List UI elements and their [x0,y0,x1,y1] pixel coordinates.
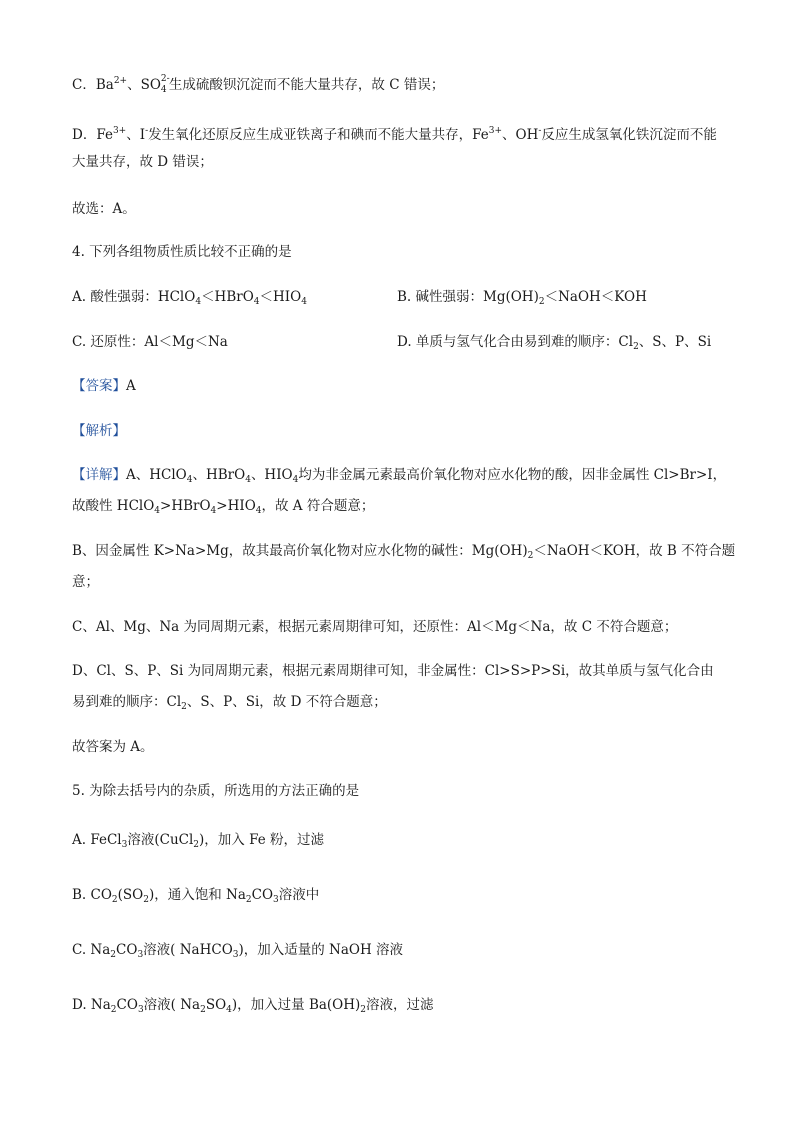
q4-detail-line7: 易到难的顺序：$Cl_2$、S、P、Si，故 D 不符合题意； [72,694,387,712]
q4-option-c: C. 还原性：Al＜Mg＜Na [72,334,228,350]
q4-analysis-heading: 【解析】 [72,423,126,439]
q4-option-b: B. 碱性强弱：$Mg(OH)_2<NaOH<KOH$ [397,289,647,307]
q4-answer: 【答案】A [72,378,136,394]
q4-option-a: A. 酸性强弱：$HClO_4<HBrO_4<HIO_4$ [72,289,307,307]
q5-option-c: C. $Na_2CO_3$溶液( NaHCO$_3$)，加入适量的 NaOH 溶液 [72,942,404,960]
option-d-explanation-line2: 大量共存，故 D 错误； [72,154,213,170]
q5-option-d: D. $Na_2CO_3$溶液( $Na_2SO_4$)，加入过量 $Ba(OH)_2$溶液，过滤 [72,997,434,1015]
q5-option-b: B. $CO_2(SO_2)$，通入饱和 $Na_2CO_3$溶液中 [72,887,320,905]
option-c-explanation: C．$Ba^{2+}$、SO 2- 4 生成硫酸钡沉淀而不能大量共存，故 C 错误； [72,74,445,95]
previous-answer: 故选：A。 [72,201,136,217]
q4-detail-line1: 【详解】A、HClO$_4$、HBrO$_4$、$HIO_4$均为非金属元素最高价氧化物对应水化物的酸，因非金属性 Cl>Br>I， [72,467,727,485]
option-d-explanation-line1: D．$Fe^{3+}$、I-发生氧化还原反应生成亚铁离子和碘而不能大量共存，$Fe^{3+}$、OH-反应生成氢氧化铁沉淀而不能 [72,126,717,143]
q4-option-d: D. 单质与氢气化合由易到难的顺序：$Cl_2$、S、P、Si [397,334,712,352]
q4-detail-line2: 故酸性 $HClO_4>HBrO_4>HIO_4$，故 A 符合题意； [72,498,375,516]
q4-detail-line3: B、因金属性 K>Na>Mg，故其最高价氧化物对应水化物的碱性：$Mg(OH)_2<NaOH<KOH$，故 B 不符合题 [72,543,736,561]
q4-detail-line5: C、Al、Mg、Na 为同周期元素，根据元素周期律可知，还原性：Al＜Mg＜Na，故 C 不符合题意； [72,619,678,635]
q4-conclusion: 故答案为 A。 [72,739,154,755]
q5-option-a: A. FeCl$_3$溶液(CuCl$_2$)，加入 Fe 粉，过滤 [72,832,324,850]
q4-stem: 4. 下列各组物质性质比较不正确的是 [72,244,292,260]
q5-stem: 5. 为除去括号内的杂质，所选用的方法正确的是 [72,783,360,799]
q4-detail-line4: 意； [72,574,99,590]
q4-options-row1 [72,288,307,311]
q4-detail-line6: D、Cl、S、P、Si 为同周期元素，根据元素周期律可知，非金属性：Cl>S>P>Si，故其单质与氢气化合由 [72,663,714,679]
